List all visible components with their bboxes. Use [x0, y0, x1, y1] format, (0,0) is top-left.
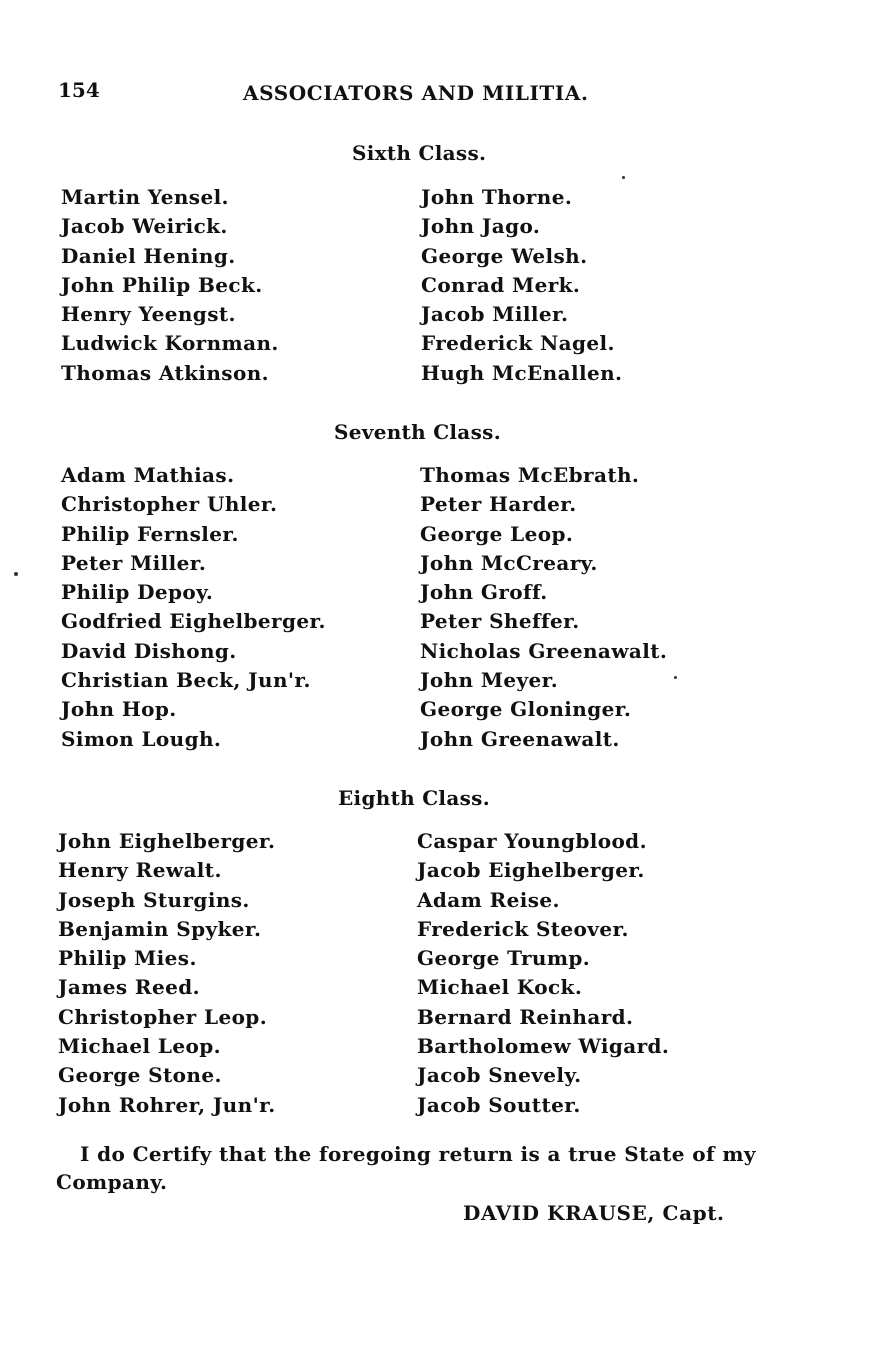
- name-entry: George Leop.: [420, 521, 574, 546]
- name-entry: Caspar Youngblood.: [417, 829, 647, 853]
- captain-signature: DAVID KRAUSE, Capt.: [463, 1201, 725, 1225]
- name-entry: George Gloninger.: [420, 697, 632, 722]
- name-entry: Michael Kock.: [417, 975, 583, 1000]
- name-entry: Jacob Miller.: [421, 302, 569, 327]
- running-title: ASSOCIATORS AND MILITIA.: [243, 81, 589, 105]
- name-entry: James Reed.: [58, 975, 200, 1000]
- name-entry: John Philip Beck.: [61, 272, 263, 297]
- name-entry: Peter Harder.: [420, 492, 577, 517]
- name-entry: Simon Lough.: [61, 726, 222, 751]
- name-entry: Jacob Soutter.: [417, 1092, 581, 1117]
- name-entry: George Welsh.: [421, 243, 588, 268]
- name-entry: Conrad Merk.: [421, 272, 581, 297]
- certification-text: I do Certify that the foregoing return is a true State of my Company.: [56, 1142, 756, 1194]
- name-entry: Frederick Steover.: [417, 916, 629, 941]
- print-speck: [674, 676, 677, 679]
- name-entry: John Jago.: [421, 214, 541, 239]
- name-entry: Bernard Reinhard.: [417, 1004, 634, 1029]
- name-entry: Philip Depoy.: [61, 580, 214, 605]
- section-heading-sixth-class: Sixth Class.: [352, 141, 487, 165]
- name-entry: Bartholomew Wigard.: [417, 1034, 670, 1059]
- name-entry: Christopher Leop.: [58, 1004, 268, 1029]
- name-entry: Peter Miller.: [61, 550, 207, 575]
- certification-paragraph: [56, 1140, 776, 1196]
- name-entry: Michael Leop.: [58, 1034, 221, 1059]
- name-entry: Nicholas Greenawalt.: [420, 638, 668, 663]
- name-entry: Jacob Weirick.: [61, 214, 228, 239]
- name-entry: Hugh McEnallen.: [421, 360, 623, 385]
- name-entry: George Stone.: [58, 1063, 222, 1088]
- name-entry: Christian Beck, Jun'r.: [61, 668, 311, 693]
- section-heading-seventh-class: Seventh Class.: [334, 420, 501, 444]
- eighth-class-right-column: [417, 827, 669, 1120]
- seventh-class-left-column: [61, 461, 326, 754]
- name-entry: Adam Reise.: [417, 887, 560, 912]
- name-entry: Ludwick Kornman.: [61, 331, 279, 356]
- name-entry: John Hop.: [61, 697, 177, 722]
- name-entry: David Dishong.: [61, 638, 237, 663]
- name-entry: Joseph Sturgins.: [58, 887, 250, 912]
- name-entry: Martin Yensel.: [61, 185, 229, 209]
- print-speck: [14, 572, 18, 576]
- name-entry: John Thorne.: [421, 185, 573, 209]
- print-speck: [622, 176, 625, 179]
- name-entry: Benjamin Spyker.: [58, 916, 262, 941]
- name-entry: Adam Mathias.: [61, 463, 235, 487]
- name-entry: Philip Mies.: [58, 946, 197, 971]
- name-entry: Peter Sheffer.: [420, 609, 580, 634]
- name-entry: Daniel Hening.: [61, 243, 236, 268]
- name-entry: John Greenawalt.: [420, 726, 620, 751]
- name-entry: John Meyer.: [420, 668, 559, 693]
- name-entry: John Rohrer, Jun'r.: [58, 1092, 276, 1117]
- page-number: 154: [58, 78, 100, 102]
- name-entry: Henry Rewalt.: [58, 858, 222, 883]
- name-entry: Thomas Atkinson.: [61, 360, 270, 385]
- name-entry: Henry Yeengst.: [61, 302, 236, 327]
- name-entry: John Eighelberger.: [58, 829, 276, 853]
- name-entry: John McCreary.: [420, 550, 598, 575]
- name-entry: Thomas McEbrath.: [420, 463, 640, 487]
- sixth-class-right-column: [421, 183, 622, 388]
- name-entry: Jacob Eighelberger.: [417, 858, 645, 883]
- name-entry: Philip Fernsler.: [61, 521, 239, 546]
- name-entry: John Groff.: [420, 580, 548, 605]
- section-heading-eighth-class: Eighth Class.: [338, 786, 490, 810]
- name-entry: George Trump.: [417, 946, 591, 971]
- name-entry: Frederick Nagel.: [421, 331, 615, 356]
- sixth-class-left-column: [61, 183, 279, 388]
- name-entry: Godfried Eighelberger.: [61, 609, 326, 634]
- name-entry: Christopher Uhler.: [61, 492, 278, 517]
- eighth-class-left-column: [58, 827, 276, 1120]
- seventh-class-right-column: [420, 461, 667, 754]
- name-entry: Jacob Snevely.: [417, 1063, 582, 1088]
